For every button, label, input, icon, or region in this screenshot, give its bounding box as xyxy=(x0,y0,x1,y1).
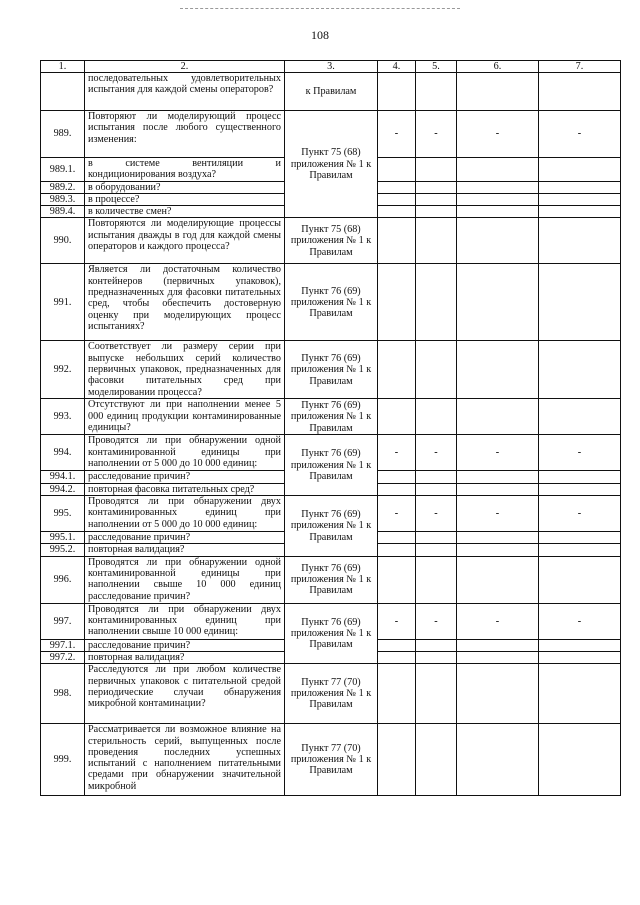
answer-cell xyxy=(378,73,416,111)
answer-cell xyxy=(416,206,457,218)
answer-cell xyxy=(457,73,539,111)
regulation-reference: Пункт 76 (69) приложения № 1 к Правилам xyxy=(285,264,378,341)
answer-cell xyxy=(457,399,539,435)
answer-cell xyxy=(539,73,621,111)
top-scan-mark xyxy=(180,8,460,9)
question-text: в системе вентиляции и кондиционирования воздуха? xyxy=(85,158,285,182)
answer-cell xyxy=(416,399,457,435)
answer-cell xyxy=(416,639,457,651)
regulation-reference: Пункт 77 (70) приложения № 1 к Правилам xyxy=(285,664,378,724)
answer-cell xyxy=(378,724,416,796)
answer-cell xyxy=(378,651,416,663)
question-text: Отсутствуют ли при наполнении менее 5 000 единиц продукции контаминированные единицы? xyxy=(85,399,285,435)
answer-cell xyxy=(378,532,416,544)
table-row xyxy=(41,264,621,341)
question-text: Рассматривается ли возможное влияние на стерильность серий, выпущенных после проведения последних успешных испытаний с наполнением питательными средами при обнаружении значительной микробной xyxy=(85,724,285,796)
regulation-reference: Пункт 76 (69) приложения № 1 к Правилам xyxy=(285,556,378,603)
answer-cell xyxy=(457,471,539,483)
answer-cell xyxy=(378,639,416,651)
question-text: расследование причин? xyxy=(85,532,285,544)
answer-cell: - xyxy=(539,435,621,471)
question-text: Является ли достаточным количество контейнеров (первичных упаковок), предназначенных для фасовки питательных сред, чтобы обеспечить достоверную оценку при моделирующих процесс испытаниях? xyxy=(85,264,285,341)
answer-cell: - xyxy=(539,111,621,158)
table-row xyxy=(41,724,621,796)
item-number: 995. xyxy=(41,496,85,532)
answer-cell xyxy=(457,724,539,796)
answer-cell: - xyxy=(416,111,457,158)
answer-cell xyxy=(378,664,416,724)
answer-cell xyxy=(457,264,539,341)
answer-cell: - xyxy=(378,603,416,639)
answer-cell xyxy=(416,181,457,193)
question-text: Проводятся ли при обнаружении одной контаминированной единицы при наполнении от 5 000 до 10 000 единиц: xyxy=(85,435,285,471)
item-number: 996. xyxy=(41,556,85,603)
regulation-reference: Пункт 76 (69) приложения № 1 к Правилам xyxy=(285,341,378,399)
answer-cell xyxy=(539,639,621,651)
answer-cell xyxy=(539,724,621,796)
table-row xyxy=(41,218,621,264)
answer-cell: - xyxy=(378,111,416,158)
answer-cell xyxy=(416,193,457,205)
question-text: Проводятся ли при обнаружении двух контаминированных единиц при наполнении от 5 000 до 10 000 единиц: xyxy=(85,496,285,532)
answer-cell xyxy=(378,556,416,603)
answer-cell xyxy=(378,399,416,435)
item-number: 997.1. xyxy=(41,639,85,651)
answer-cell xyxy=(457,651,539,663)
item-number: 994.1. xyxy=(41,471,85,483)
answer-cell xyxy=(539,556,621,603)
page-number: 108 xyxy=(311,28,329,42)
answer-cell xyxy=(416,341,457,399)
answer-cell xyxy=(416,544,457,556)
answer-cell xyxy=(378,264,416,341)
question-text: Соответствует ли размеру серии при выпуске небольших серий количество первичных упаковок, предназначенных для фасовки питательных сред при моделировании процесса? xyxy=(85,341,285,399)
question-text: Повторяют ли моделирующий процесс испытания после любого существенного изменения: xyxy=(85,111,285,158)
table-row xyxy=(41,399,621,435)
answer-cell xyxy=(378,158,416,182)
table-row xyxy=(41,111,621,158)
column-header: 6. xyxy=(457,61,539,73)
answer-cell xyxy=(457,341,539,399)
answer-cell xyxy=(457,218,539,264)
table-row xyxy=(41,73,621,111)
answer-cell xyxy=(539,532,621,544)
question-text: Расследуются ли при любом количестве первичных упаковок с питательной средой периодические случаи обнаружения микробной контаминации? xyxy=(85,664,285,724)
answer-cell xyxy=(457,532,539,544)
table-body xyxy=(41,73,621,796)
answer-cell xyxy=(416,264,457,341)
answer-cell xyxy=(539,651,621,663)
answer-cell xyxy=(378,218,416,264)
regulation-reference: Пункт 77 (70) приложения № 1 к Правилам xyxy=(285,724,378,796)
answer-cell xyxy=(539,544,621,556)
answer-cell xyxy=(457,158,539,182)
question-text: повторная валидация? xyxy=(85,651,285,663)
answer-cell xyxy=(416,651,457,663)
answer-cell: - xyxy=(457,496,539,532)
item-number: 992. xyxy=(41,341,85,399)
answer-cell: - xyxy=(416,496,457,532)
item-number: 989.4. xyxy=(41,206,85,218)
item-number: 993. xyxy=(41,399,85,435)
item-number: 991. xyxy=(41,264,85,341)
item-number: 999. xyxy=(41,724,85,796)
question-text: расследование причин? xyxy=(85,639,285,651)
table-row xyxy=(41,556,621,603)
answer-cell xyxy=(378,544,416,556)
answer-cell xyxy=(378,206,416,218)
question-text: Проводятся ли при обнаружении двух контаминированных единиц при наполнении свыше 10 000 единиц: xyxy=(85,603,285,639)
regulation-reference: Пункт 76 (69) приложения № 1 к Правилам xyxy=(285,496,378,557)
answer-cell xyxy=(457,483,539,495)
answer-cell xyxy=(416,471,457,483)
question-text: в оборудовании? xyxy=(85,181,285,193)
answer-cell xyxy=(378,471,416,483)
answer-cell xyxy=(378,341,416,399)
question-text: в процессе? xyxy=(85,193,285,205)
answer-cell xyxy=(416,158,457,182)
answer-cell xyxy=(416,483,457,495)
answer-cell xyxy=(378,483,416,495)
item-number xyxy=(41,73,85,111)
item-number: 994.2. xyxy=(41,483,85,495)
table-row xyxy=(41,496,621,532)
answer-cell xyxy=(457,181,539,193)
answer-cell xyxy=(457,544,539,556)
item-number: 990. xyxy=(41,218,85,264)
answer-cell xyxy=(539,181,621,193)
answer-cell xyxy=(539,206,621,218)
answer-cell xyxy=(539,193,621,205)
column-header: 2. xyxy=(85,61,285,73)
answer-cell xyxy=(416,724,457,796)
regulation-reference: к Правилам xyxy=(285,73,378,111)
table-row xyxy=(41,341,621,399)
item-number: 994. xyxy=(41,435,85,471)
column-header-row xyxy=(41,61,621,73)
checklist-table xyxy=(40,60,621,796)
item-number: 995.2. xyxy=(41,544,85,556)
answer-cell xyxy=(416,532,457,544)
table-row xyxy=(41,603,621,639)
item-number: 989.2. xyxy=(41,181,85,193)
answer-cell xyxy=(416,556,457,603)
regulation-reference: Пункт 76 (69) приложения № 1 к Правилам xyxy=(285,399,378,435)
regulation-reference: Пункт 75 (68) приложения № 1 к Правилам xyxy=(285,218,378,264)
answer-cell xyxy=(457,639,539,651)
question-text: Проводятся ли при обнаружении одной контаминированной единицы при наполнении свыше 10 000 единиц расследование причин? xyxy=(85,556,285,603)
column-header: 4. xyxy=(378,61,416,73)
answer-cell: - xyxy=(378,435,416,471)
item-number: 997.2. xyxy=(41,651,85,663)
question-text: последовательных удовлетворительных испытания для каждой смены операторов? xyxy=(85,73,285,111)
regulation-reference: Пункт 76 (69) приложения № 1 к Правилам xyxy=(285,435,378,496)
item-number: 997. xyxy=(41,603,85,639)
question-text: расследование причин? xyxy=(85,471,285,483)
answer-cell: - xyxy=(457,111,539,158)
answer-cell: - xyxy=(416,435,457,471)
answer-cell xyxy=(416,73,457,111)
answer-cell: - xyxy=(539,496,621,532)
column-header: 3. xyxy=(285,61,378,73)
answer-cell xyxy=(539,664,621,724)
question-text: в количестве смен? xyxy=(85,206,285,218)
answer-cell xyxy=(457,206,539,218)
regulation-reference: Пункт 75 (68) приложения № 1 к Правилам xyxy=(285,111,378,218)
item-number: 989. xyxy=(41,111,85,158)
answer-cell xyxy=(457,664,539,724)
answer-cell xyxy=(539,399,621,435)
answer-cell xyxy=(378,193,416,205)
answer-cell xyxy=(378,181,416,193)
table-row xyxy=(41,664,621,724)
answer-cell: - xyxy=(539,603,621,639)
question-text: повторная фасовка питательных сред? xyxy=(85,483,285,495)
answer-cell: - xyxy=(457,435,539,471)
regulation-reference: Пункт 76 (69) приложения № 1 к Правилам xyxy=(285,603,378,664)
answer-cell xyxy=(539,483,621,495)
answer-cell xyxy=(416,664,457,724)
answer-cell xyxy=(539,218,621,264)
question-text: Повторяются ли моделирующие процессы испытания дважды в год для каждой смены операторов и каждого процесса? xyxy=(85,218,285,264)
answer-cell xyxy=(416,218,457,264)
item-number: 989.3. xyxy=(41,193,85,205)
table-row xyxy=(41,435,621,471)
answer-cell: - xyxy=(457,603,539,639)
item-number: 995.1. xyxy=(41,532,85,544)
item-number: 989.1. xyxy=(41,158,85,182)
column-header: 1. xyxy=(41,61,85,73)
answer-cell: - xyxy=(378,496,416,532)
column-header: 5. xyxy=(416,61,457,73)
answer-cell xyxy=(539,158,621,182)
question-text: повторная валидация? xyxy=(85,544,285,556)
answer-cell xyxy=(457,556,539,603)
answer-cell xyxy=(539,471,621,483)
answer-cell: - xyxy=(416,603,457,639)
answer-cell xyxy=(457,193,539,205)
item-number: 998. xyxy=(41,664,85,724)
answer-cell xyxy=(539,341,621,399)
column-header: 7. xyxy=(539,61,621,73)
answer-cell xyxy=(539,264,621,341)
